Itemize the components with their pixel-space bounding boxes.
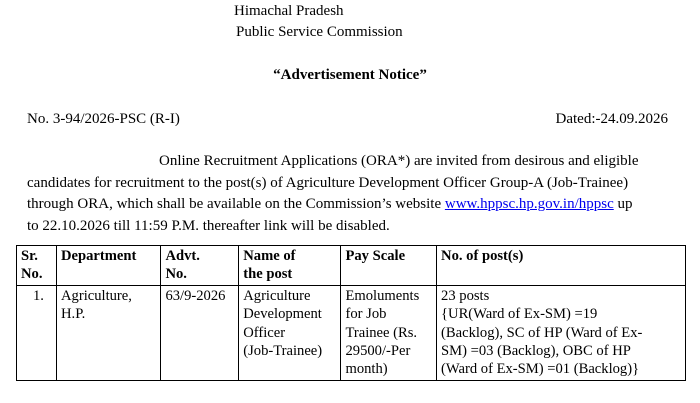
- paragraph-line-2: candidates for recruitment to the post(s) of Agriculture Development Officer Group-A (Job-Trainee): [27, 174, 629, 191]
- paragraph-line-4: to 22.10.2026 till 11:59 P.M. thereafter link will be disabled.: [27, 217, 390, 234]
- header-sr-no: Sr. No.: [17, 246, 57, 286]
- cell-department: Agriculture, H.P.: [57, 285, 161, 380]
- reference-number: No. 3-94/2026-PSC (R-I): [27, 111, 180, 127]
- header-pay-scale: Pay Scale: [341, 246, 437, 286]
- header-advt-no: Advt. No.: [161, 246, 239, 286]
- paragraph-line-3-text: through ORA, which shall be available on the Commission’s website: [27, 196, 445, 212]
- notice-date: Dated:-24.09.2026: [555, 111, 668, 127]
- header-post-name: Name of the post: [239, 246, 341, 286]
- org-name-line1: Himachal Pradesh: [234, 3, 344, 19]
- org-name-line2: Public Service Commission: [236, 24, 403, 40]
- header-department: Department: [57, 246, 161, 286]
- cell-number-of-posts: 23 posts {UR(Ward of Ex-SM) =19 (Backlog), SC of HP (Ward of Ex- SM) =03 (Backlog), OBC of HP (Ward of Ex-SM) =01 (Backlog)}: [437, 285, 686, 380]
- header-number-of-posts: No. of post(s): [437, 246, 686, 286]
- cell-pay-scale: Emoluments for Job Trainee (Rs. 29500/-Per month): [341, 285, 437, 380]
- table-header-row: [17, 246, 686, 286]
- cell-sr-no: 1.: [17, 285, 57, 380]
- commission-website-link[interactable]: www.hppsc.hp.gov.in/hppsc: [444, 196, 614, 212]
- cell-advt-no: 63/9-2026: [161, 285, 239, 380]
- paragraph-line-1: Online Recruitment Applications (ORA*) are invited from desirous and eligible: [159, 153, 639, 169]
- posts-table: [16, 245, 686, 381]
- notice-title: “Advertisement Notice”: [273, 67, 427, 83]
- cell-post-name: Agriculture Development Officer (Job-Trainee): [239, 285, 341, 380]
- paragraph-line-3-tail: up: [613, 196, 633, 212]
- table-row: [17, 285, 686, 380]
- notice-paragraph: [27, 151, 679, 237]
- paragraph-line-3: [27, 194, 679, 216]
